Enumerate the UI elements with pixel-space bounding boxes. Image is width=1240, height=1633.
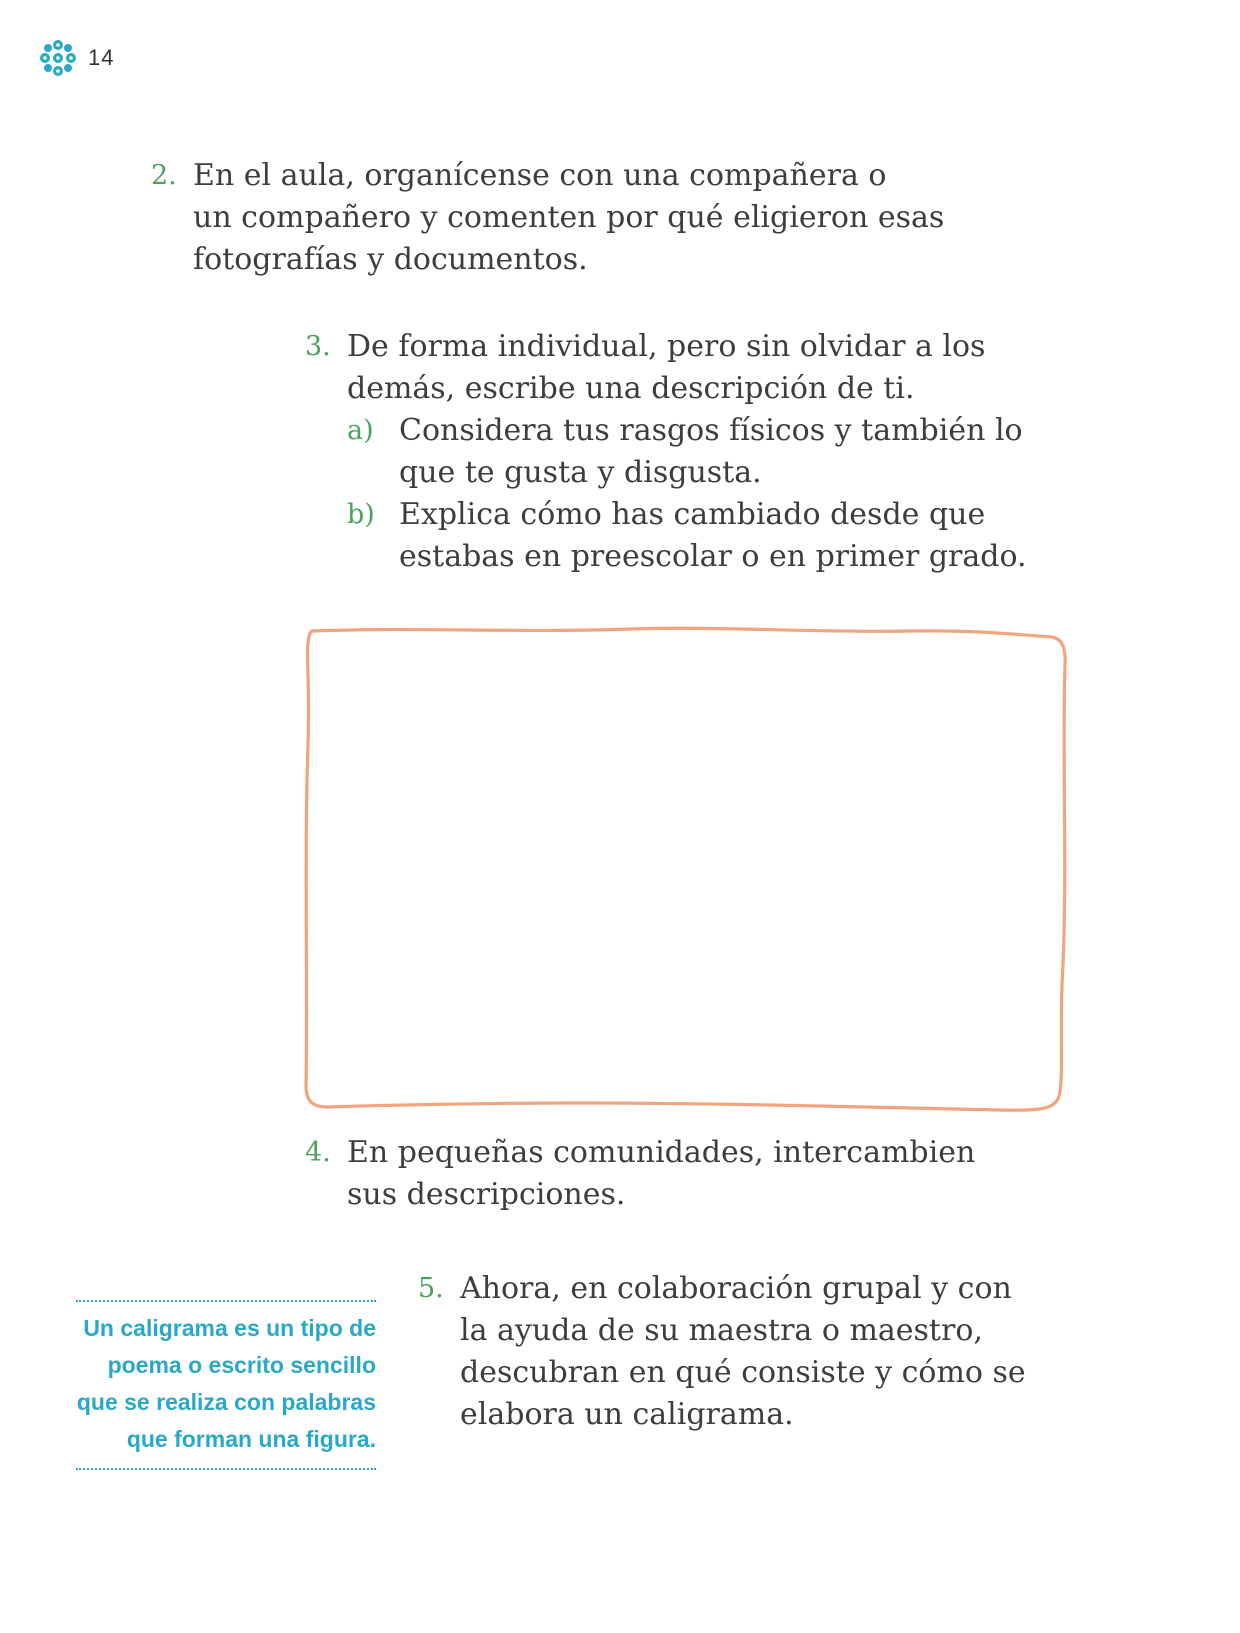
note-line: que forman una figura. (126, 1426, 376, 1452)
activity-text-line: descubran en qué consiste y cómo se (460, 1355, 1026, 1390)
activity-text-line: En el aula, organícense con una compañera o (193, 158, 887, 193)
activity-text-line: la ayuda de su maestra o maestro, (460, 1313, 983, 1348)
activity-text-line: De forma individual, pero sin olvidar a los (347, 329, 986, 364)
note-line: que se realiza con palabras (76, 1389, 376, 1415)
activity-text-line: un compañero y comenten por qué eligieron esas (193, 200, 945, 235)
activity-number: 3. (305, 331, 331, 362)
subitem-a (347, 410, 1027, 494)
note-line: Un caligrama es un tipo de (83, 1315, 376, 1341)
activity-2 (151, 155, 945, 281)
calligram-definition-note (76, 1300, 376, 1470)
subitem-letter: a) (347, 415, 374, 446)
activity-text-line: sus descripciones. (347, 1177, 626, 1212)
subitem-b (347, 494, 1027, 578)
page-number: 14 (88, 45, 115, 70)
activity-text-line: Ahora, en colaboración grupal y con (460, 1271, 1012, 1306)
box-outline (306, 628, 1065, 1110)
activity-number: 4. (305, 1137, 331, 1168)
activity-number: 2. (151, 160, 177, 191)
activity-text-line: elabora un caligrama. (460, 1397, 794, 1432)
subitem-text-line: Explica cómo has cambiado desde que (399, 497, 986, 532)
activity-text-line: En pequeñas comunidades, intercambien (347, 1135, 976, 1170)
activity-4 (305, 1132, 976, 1216)
description-writing-box[interactable] (300, 625, 1090, 1125)
activity-3 (305, 326, 1027, 578)
note-line: poema o escrito sencillo (107, 1352, 376, 1378)
subitem-text-line: que te gusta y disgusta. (399, 455, 762, 490)
subitem-text-line: estabas en preescolar o en primer grado. (399, 539, 1027, 574)
subitem-letter: b) (347, 499, 375, 530)
activity-text-line: fotografías y documentos. (193, 242, 588, 277)
cultural-emblem-icon (38, 38, 78, 78)
activity-number: 5. (418, 1273, 444, 1304)
activity-5 (418, 1268, 1026, 1436)
activity-text-line: demás, escribe una descripción de ti. (347, 371, 915, 406)
page-header (38, 40, 114, 76)
subitem-text-line: Considera tus rasgos físicos y también lo (399, 413, 1023, 448)
